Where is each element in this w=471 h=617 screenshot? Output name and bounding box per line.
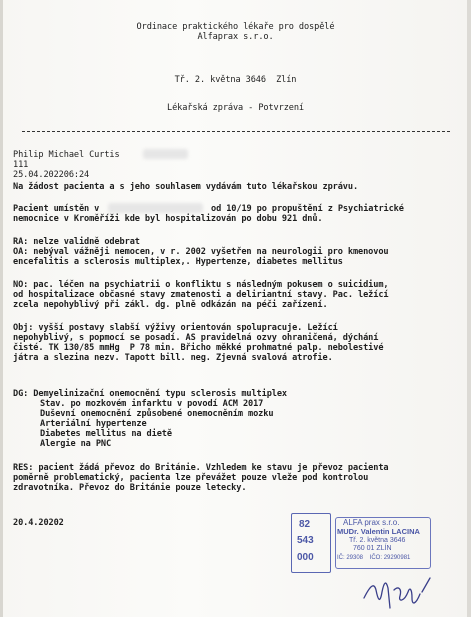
dg-item: Alergie na PNC [40,439,112,449]
oa-line-2: encefalitis a sclerosis multiplex,. Hypertenze, diabetes mellitus [13,257,343,267]
obj-line-1: Obj: vyšší postavy slabší výživy orientován spolupracuje. Ležící [13,323,338,333]
dg-item: Duševní onemocnění způsobené onemocněním mozku [40,409,274,419]
res-line-1: RES: pacient žádá převoz do Británie. Vzhledem ke stavu je převoz pacienta [13,463,389,473]
stamp-line: ALFA prax s.r.o. [343,518,400,527]
redacted-area [108,203,203,213]
obj-line-3: čisté. TK 130/85 mmHg P 78 min. Břicho měkké prohmatné palp. nebolestivé [13,343,384,353]
stamp-line: MUDr. Valentin LACINA [337,527,420,536]
dg-item: Stav. po mozkovém infarktu v povodí ACM 2017 [40,399,264,409]
redacted-area [143,149,188,159]
document-title: Lékařská zpráva - Potvrzení [167,103,304,113]
placement-text-c: nemocnice v Kroměříži kde byl hospitalizován po dobu 921 dnů. [13,214,323,224]
oa-line-1: OA: nebýval vážněji nemocen, v r. 2002 vyšetřen na neurologii pro kmenovou [13,247,389,257]
dg-item: Arteriální hypertenze [40,419,147,429]
no-line-2: od hospitalizace občasné stavy zmatenosti a deliriantní stavy. Pac. ležící [13,290,389,300]
company-name: Alfaprax s.r.o. [197,32,274,42]
intro-text: Na žádost pacienta a s jeho souhlasem vydávám tuto lékařskou zprávu. [13,182,359,192]
stamp-number: 543 [297,535,314,546]
patient-name: Philip Michael Curtis [13,150,120,160]
ra-line: RA: nelze validně odebrat [13,237,140,247]
signature-icon [360,568,440,613]
patient-code: 111 [13,160,29,170]
res-line-3: zdravotníka. Převoz do Británie pouze letecky. [13,483,247,493]
clinic-stamp [291,513,433,573]
no-line-1: NO: pac. léčen na psychiatrii o konfliktu s následným pokusem o suicidium, [13,280,389,290]
no-line-3: zcela nepohyblivý při zákl. dg. plně odkázán na péči zařízení. [13,300,328,310]
page-edge-left [0,0,3,617]
stamp-line: 760 01 ZLÍN [353,545,392,552]
dg-heading: DG: Demyelinizační onemocnění typu sclerosis multiplex [13,389,287,399]
stamp-line: IČ: 29308 IČO: 29290981 [337,555,411,561]
stamp-number: 000 [297,552,314,563]
res-line-2: poměrně problematický, pacienta lze převážet pouze vleže pod kontrolou [13,473,369,483]
report-date: 20.4.20202 [13,518,64,528]
stamp-line: Tř. 2. května 3646 [349,537,406,544]
placement-text-a: Pacient umístěn v [13,204,100,214]
obj-line-4: játra a slezina nezv. Tapott bill. neg. Zjevná svalová atrofie. [13,353,333,363]
placement-text-b: od 10/19 po propuštění z Psychiatrické [211,204,404,214]
obj-line-2: nepohyblivý, s popmocí se posadí. AS pravidelná ozvy ohraničená, dýchání [13,333,379,343]
page-edge-right [467,0,471,617]
separator-line [22,131,450,132]
stamp-number: 82 [299,519,311,530]
clinic-address: Tř. 2. května 3646 Zlín [174,75,297,85]
clinic-name: Ordinace praktického lékaře pro dospělé [136,22,335,32]
report-datetime: 25.04.202206:24 [13,170,90,180]
dg-item: Diabetes mellitus na dietě [40,429,172,439]
